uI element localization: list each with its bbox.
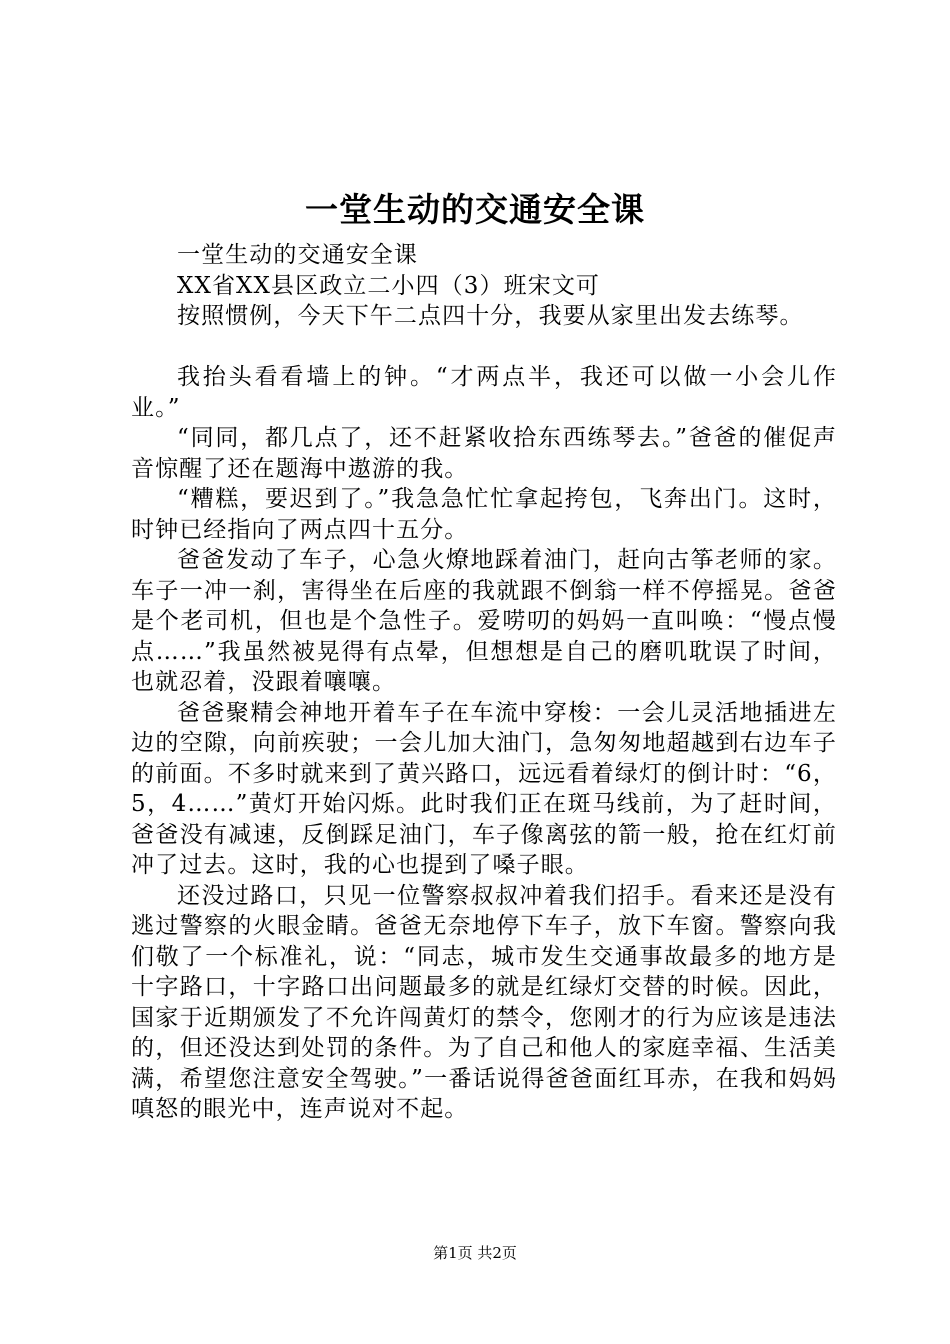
document-body [131, 240, 837, 1125]
body-paragraph: “同同，都几点了，还不赶紧收拾东西练琴去。”爸爸的催促声音惊醒了还在题海中遨游的我。 [131, 425, 837, 482]
body-paragraph: 爸爸聚精会神地开着车子在车流中穿梭：一会儿灵活地插进左边的空隙，向前疾驶；一会儿加大油门，急匆匆地超越到右边车子的前面。不多时就来到了黄兴路口，远远看着绿灯的倒计时：“6，5，4……”黄灯开始闪烁。此时我们正在斑马线前，为了赶时间，爸爸没有减速，反倒踩足油门，车子像离弦的箭一般，抢在红灯前冲了过去。这时，我的心也提到了嗓子眼。 [131, 699, 837, 878]
body-paragraph: “糟糕，要迟到了。”我急急忙忙拿起挎包，飞奔出门。这时，时钟已经指向了两点四十五分。 [131, 486, 837, 543]
document-title: 一堂生动的交通安全课 [305, 190, 645, 229]
body-paragraph: 按照惯例，今天下午二点四十分，我要从家里出发去练琴。 [177, 303, 804, 329]
body-paragraph: 还没过路口，只见一位警察叔叔冲着我们招手。看来还是没有逃过警察的火眼金睛。爸爸无奈地停下车子，放下车窗。警察向我们敬了一个标准礼，说：“同志，城市发生交通事故最多的地方是十字路口，十字路口出问题最多的就是红绿灯交替的时候。因此，国家于近期颁发了不允许闯黄灯的禁令，您刚才的行为应该是违法的，但还没达到处罚的条件。为了自己和他人的家庭幸福、生活美满，希望您注意安全驾驶。”一番话说得爸爸面红耳赤，在我和妈妈嗔怒的眼光中，连声说对不起。 [131, 882, 837, 1122]
page-footer: 第1页 共2页 [433, 1244, 517, 1262]
body-paragraph: 爸爸发动了车子，心急火燎地踩着油门，赶向古筝老师的家。车子一冲一刹，害得坐在后座的我就跟不倒翁一样不停摇晃。爸爸是个老司机，但也是个急性子。爱唠叨的妈妈一直叫唤：“慢点慢点……”我虽然被晃得有点晕，但想想是自己的磨叽耽误了时间，也就忍着，没跟着嚷嚷。 [131, 547, 837, 695]
subtitle-paragraph: 一堂生动的交通安全课 [177, 242, 418, 268]
author-line: XX省XX县区政立二小四（3）班宋文可 [177, 272, 601, 299]
body-paragraph: 我抬头看看墙上的钟。“才两点半，我还可以做一小会儿作业。” [131, 364, 837, 421]
